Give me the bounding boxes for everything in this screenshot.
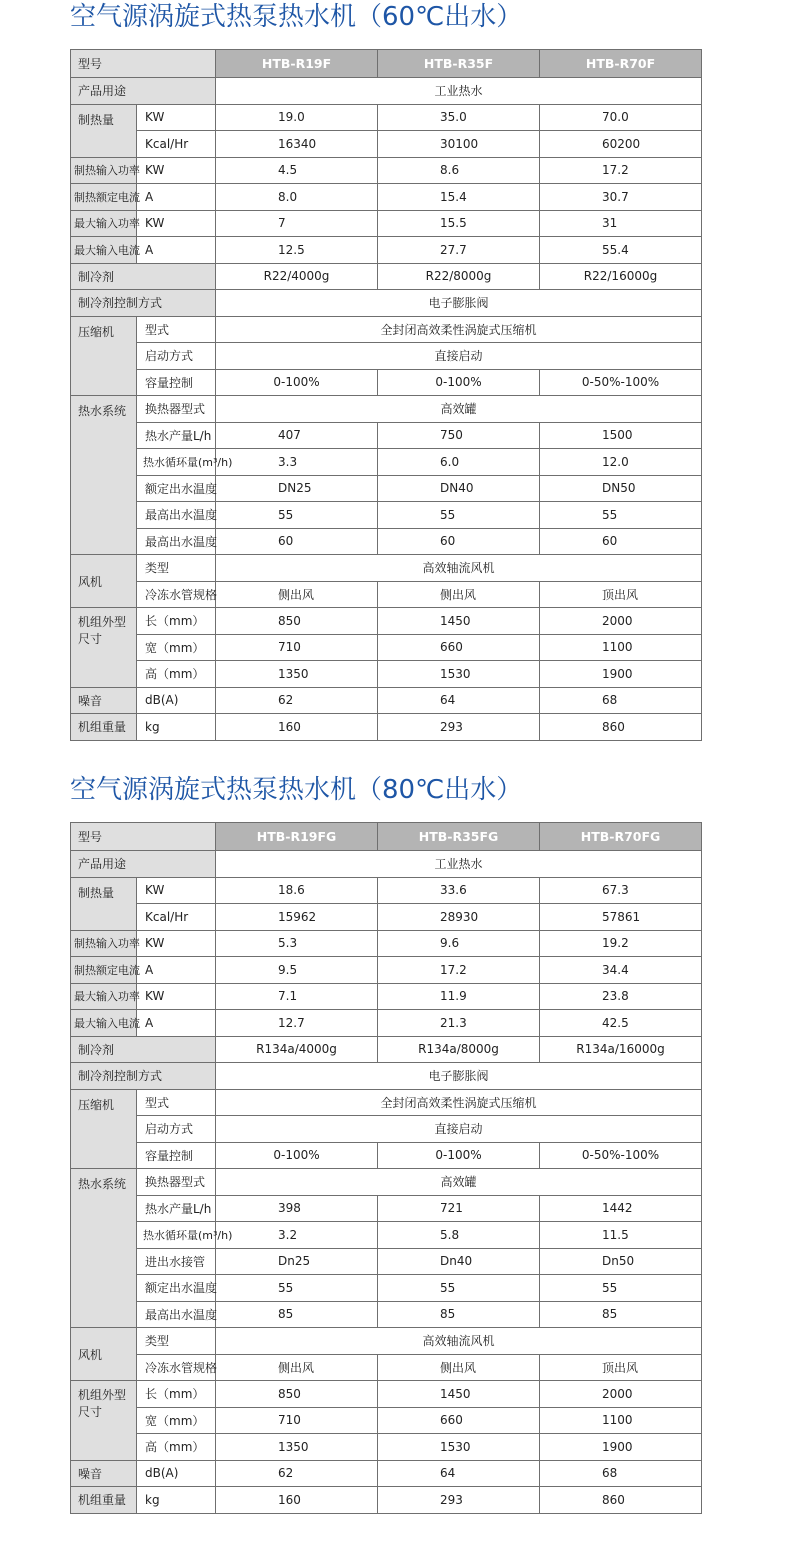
cell-value: 710	[216, 1407, 378, 1434]
cell-value: 1900	[540, 1434, 702, 1461]
cell-value: 60200	[540, 131, 702, 158]
cell-value: 侧出风	[216, 581, 378, 608]
table-row	[71, 290, 702, 317]
cell-value: R134a/4000g	[216, 1036, 378, 1063]
cell-value: 860	[540, 714, 702, 741]
table-row	[71, 608, 702, 635]
unit-label: KW	[137, 983, 216, 1010]
cell-value: 1442	[540, 1195, 702, 1222]
cell-value: 16340	[216, 131, 378, 158]
sub-label: 长（mm）	[137, 608, 216, 635]
cell-value: 1900	[540, 661, 702, 688]
row-value: 直接启动	[216, 1116, 702, 1143]
table-row	[71, 369, 702, 396]
cell-value: 23.8	[540, 983, 702, 1010]
cell-value: 1530	[378, 1434, 540, 1461]
row-label: 制热输入功率	[71, 157, 137, 184]
sub-label: 最高出水温度	[137, 528, 216, 555]
row-label: 制冷剂	[71, 1036, 216, 1063]
sub-label: 换热器型式	[137, 1169, 216, 1196]
cell-value: 6.0	[378, 449, 540, 476]
cell-value: 35.0	[378, 104, 540, 131]
row-label: 最大输入电流	[71, 237, 137, 264]
model-name: HTB-R35FG	[378, 823, 540, 851]
cell-value: 15962	[216, 904, 378, 931]
cell-value: 34.4	[540, 957, 702, 984]
cell-value: 1500	[540, 422, 702, 449]
table-row	[71, 1407, 702, 1434]
table-row	[71, 1142, 702, 1169]
row-value: 直接启动	[216, 343, 702, 370]
row-label: 压缩机	[71, 1089, 137, 1169]
table-row	[71, 422, 702, 449]
cell-value: R22/8000g	[378, 263, 540, 290]
sub-label: 冷冻水管规格	[137, 1354, 216, 1381]
cell-value: 860	[540, 1487, 702, 1514]
sub-label: 启动方式	[137, 343, 216, 370]
cell-value: 398	[216, 1195, 378, 1222]
row-label: 制热量	[71, 877, 137, 930]
sub-label: 宽（mm）	[137, 634, 216, 661]
row-label: 制热输入功率	[71, 930, 137, 957]
unit-label: dB(A)	[137, 687, 216, 714]
sub-label: 高（mm）	[137, 1434, 216, 1461]
sub-label: 类型	[137, 555, 216, 582]
sub-label: 热水产量L/h	[137, 422, 216, 449]
cell-value: 67.3	[540, 877, 702, 904]
sub-label: 型式	[137, 316, 216, 343]
cell-value: 侧出风	[378, 1354, 540, 1381]
sub-label: 容量控制	[137, 369, 216, 396]
cell-value: 顶出风	[540, 1354, 702, 1381]
cell-value: Dn25	[216, 1248, 378, 1275]
cell-value: 28930	[378, 904, 540, 931]
sub-label: 热水循环量(m³/h)	[137, 1222, 216, 1249]
table-row	[71, 184, 702, 211]
section-title-80c: 空气源涡旋式热泵热水机（80℃出水）	[70, 775, 523, 805]
table-row	[71, 851, 702, 878]
unit-label: Kcal/Hr	[137, 131, 216, 158]
section-title-60c: 空气源涡旋式热泵热水机（60℃出水）	[70, 2, 523, 32]
cell-value: 60	[540, 528, 702, 555]
cell-value: 8.0	[216, 184, 378, 211]
cell-value: 407	[216, 422, 378, 449]
row-value: 高效轴流风机	[216, 555, 702, 582]
table-row	[71, 78, 702, 105]
table-row	[71, 1248, 702, 1275]
model-name: HTB-R70F	[540, 50, 702, 78]
table-row	[71, 528, 702, 555]
table-row	[71, 687, 702, 714]
cell-value: 11.5	[540, 1222, 702, 1249]
cell-value: 侧出风	[216, 1354, 378, 1381]
cell-value: DN50	[540, 475, 702, 502]
cell-value: 60	[378, 528, 540, 555]
unit-label: kg	[137, 714, 216, 741]
table-row	[71, 104, 702, 131]
cell-value: Dn50	[540, 1248, 702, 1275]
sub-label: 最高出水温度	[137, 502, 216, 529]
cell-value: 62	[216, 1460, 378, 1487]
cell-value: R22/16000g	[540, 263, 702, 290]
sub-label: 热水循环量(m³/h)	[137, 449, 216, 476]
sub-label: 类型	[137, 1328, 216, 1355]
table-row	[71, 475, 702, 502]
cell-value: 1350	[216, 1434, 378, 1461]
cell-value: 60	[216, 528, 378, 555]
sub-label: 额定出水温度	[137, 475, 216, 502]
cell-value: 19.2	[540, 930, 702, 957]
cell-value: 160	[216, 1487, 378, 1514]
table-row	[71, 634, 702, 661]
table-row	[71, 157, 702, 184]
cell-value: 721	[378, 1195, 540, 1222]
cell-value: 15.4	[378, 184, 540, 211]
row-value: 电子膨胀阀	[216, 290, 702, 317]
unit-label: A	[137, 184, 216, 211]
cell-value: 850	[216, 608, 378, 635]
row-label: 制冷剂控制方式	[71, 1063, 216, 1090]
sub-label: 启动方式	[137, 1116, 216, 1143]
cell-value: 33.6	[378, 877, 540, 904]
cell-value: 19.0	[216, 104, 378, 131]
cell-value: 160	[216, 714, 378, 741]
table-row	[71, 714, 702, 741]
cell-value: 21.3	[378, 1010, 540, 1037]
cell-value: 0-100%	[378, 1142, 540, 1169]
cell-value: 0-100%	[378, 369, 540, 396]
unit-label: A	[137, 1010, 216, 1037]
unit-label: Kcal/Hr	[137, 904, 216, 931]
sub-label: 型式	[137, 1089, 216, 1116]
row-label: 机组重量	[71, 1487, 137, 1514]
row-label: 最大输入电流	[71, 1010, 137, 1037]
table-row	[71, 983, 702, 1010]
cell-value: 42.5	[540, 1010, 702, 1037]
sub-label: 容量控制	[137, 1142, 216, 1169]
cell-value: DN40	[378, 475, 540, 502]
cell-value: 710	[216, 634, 378, 661]
table-row	[71, 1487, 702, 1514]
table-row	[71, 343, 702, 370]
table-row	[71, 1036, 702, 1063]
cell-value: 12.5	[216, 237, 378, 264]
table-row	[71, 1063, 702, 1090]
table-row	[71, 1116, 702, 1143]
cell-value: 31	[540, 210, 702, 237]
cell-value: 30100	[378, 131, 540, 158]
sub-label: 换热器型式	[137, 396, 216, 423]
unit-label: kg	[137, 1487, 216, 1514]
model-header-row	[71, 823, 702, 851]
sub-label: 额定出水温度	[137, 1275, 216, 1302]
table-row	[71, 263, 702, 290]
row-label: 机组重量	[71, 714, 137, 741]
table-row	[71, 930, 702, 957]
sub-label: 冷冻水管规格	[137, 581, 216, 608]
row-label: 制冷剂	[71, 263, 216, 290]
cell-value: 293	[378, 1487, 540, 1514]
model-name: HTB-R19F	[216, 50, 378, 78]
table-row	[71, 210, 702, 237]
cell-value: 1530	[378, 661, 540, 688]
table-row	[71, 449, 702, 476]
cell-value: 9.6	[378, 930, 540, 957]
cell-value: 2000	[540, 1381, 702, 1408]
table-row	[71, 1169, 702, 1196]
cell-value: 3.3	[216, 449, 378, 476]
cell-value: 850	[216, 1381, 378, 1408]
cell-value: 55	[378, 502, 540, 529]
cell-value: R134a/8000g	[378, 1036, 540, 1063]
table-row	[71, 957, 702, 984]
row-label: 制冷剂控制方式	[71, 290, 216, 317]
cell-value: 293	[378, 714, 540, 741]
row-value: 电子膨胀阀	[216, 1063, 702, 1090]
cell-value: 2000	[540, 608, 702, 635]
row-value: 工业热水	[216, 851, 702, 878]
cell-value: 9.5	[216, 957, 378, 984]
row-label: 风机	[71, 555, 137, 608]
cell-value: 62	[216, 687, 378, 714]
unit-label: KW	[137, 210, 216, 237]
row-label: 最大输入功率	[71, 983, 137, 1010]
row-value: 高效罐	[216, 1169, 702, 1196]
cell-value: 8.6	[378, 157, 540, 184]
row-label: 噪音	[71, 1460, 137, 1487]
table-row	[71, 237, 702, 264]
table-row	[71, 1089, 702, 1116]
cell-value: 57861	[540, 904, 702, 931]
cell-value: 18.6	[216, 877, 378, 904]
cell-value: 1350	[216, 661, 378, 688]
table-row	[71, 1460, 702, 1487]
sub-label: 宽（mm）	[137, 1407, 216, 1434]
table-row	[71, 1328, 702, 1355]
spec-table-80c	[70, 822, 702, 1514]
row-value: 全封闭高效柔性涡旋式压缩机	[216, 316, 702, 343]
cell-value: 17.2	[378, 957, 540, 984]
cell-value: 7.1	[216, 983, 378, 1010]
cell-value: Dn40	[378, 1248, 540, 1275]
row-label: 热水系统	[71, 396, 137, 555]
cell-value: 85	[216, 1301, 378, 1328]
model-name: HTB-R19FG	[216, 823, 378, 851]
row-label: 风机	[71, 1328, 137, 1381]
row-value: 高效罐	[216, 396, 702, 423]
model-header-row	[71, 50, 702, 78]
model-label: 型号	[71, 823, 216, 851]
table-row	[71, 581, 702, 608]
cell-value: 27.7	[378, 237, 540, 264]
cell-value: 64	[378, 687, 540, 714]
sub-label: 长（mm）	[137, 1381, 216, 1408]
cell-value: 3.2	[216, 1222, 378, 1249]
cell-value: 侧出风	[378, 581, 540, 608]
cell-value: 70.0	[540, 104, 702, 131]
cell-value: 85	[540, 1301, 702, 1328]
cell-value: 11.9	[378, 983, 540, 1010]
cell-value: 68	[540, 687, 702, 714]
cell-value: 1450	[378, 608, 540, 635]
cell-value: 660	[378, 634, 540, 661]
table-row	[71, 661, 702, 688]
cell-value: 64	[378, 1460, 540, 1487]
unit-label: dB(A)	[137, 1460, 216, 1487]
unit-label: KW	[137, 930, 216, 957]
cell-value: 1100	[540, 1407, 702, 1434]
row-label: 压缩机	[71, 316, 137, 396]
table-row	[71, 131, 702, 158]
cell-value: 55	[378, 1275, 540, 1302]
cell-value: 55	[540, 1275, 702, 1302]
cell-value: 7	[216, 210, 378, 237]
cell-value: 750	[378, 422, 540, 449]
cell-value: 12.0	[540, 449, 702, 476]
row-label: 机组外型尺寸	[71, 1381, 137, 1461]
cell-value: 1100	[540, 634, 702, 661]
row-label: 最大输入功率	[71, 210, 137, 237]
unit-label: KW	[137, 877, 216, 904]
cell-value: 5.3	[216, 930, 378, 957]
table-row	[71, 1195, 702, 1222]
cell-value: 55.4	[540, 237, 702, 264]
table-row	[71, 1301, 702, 1328]
cell-value: 55	[216, 502, 378, 529]
unit-label: KW	[137, 104, 216, 131]
cell-value: 660	[378, 1407, 540, 1434]
unit-label: KW	[137, 157, 216, 184]
model-name: HTB-R35F	[378, 50, 540, 78]
table-row	[71, 877, 702, 904]
row-value: 工业热水	[216, 78, 702, 105]
cell-value: 0-50%-100%	[540, 1142, 702, 1169]
cell-value: 1450	[378, 1381, 540, 1408]
cell-value: 0-100%	[216, 369, 378, 396]
cell-value: DN25	[216, 475, 378, 502]
table-row	[71, 316, 702, 343]
row-label: 产品用途	[71, 851, 216, 878]
row-label: 制热额定电流	[71, 184, 137, 211]
cell-value: 0-100%	[216, 1142, 378, 1169]
spec-table-60c	[70, 49, 702, 741]
row-label: 热水系统	[71, 1169, 137, 1328]
unit-label: A	[137, 957, 216, 984]
table-row	[71, 1010, 702, 1037]
model-name: HTB-R70FG	[540, 823, 702, 851]
row-label: 机组外型尺寸	[71, 608, 137, 688]
table-row	[71, 396, 702, 423]
sub-label: 热水产量L/h	[137, 1195, 216, 1222]
model-label: 型号	[71, 50, 216, 78]
row-value: 高效轴流风机	[216, 1328, 702, 1355]
table-row	[71, 1381, 702, 1408]
sub-label: 高（mm）	[137, 661, 216, 688]
cell-value: 55	[216, 1275, 378, 1302]
cell-value: 0-50%-100%	[540, 369, 702, 396]
table-row	[71, 1275, 702, 1302]
sub-label: 最高出水温度	[137, 1301, 216, 1328]
row-value: 全封闭高效柔性涡旋式压缩机	[216, 1089, 702, 1116]
cell-value: 5.8	[378, 1222, 540, 1249]
cell-value: 15.5	[378, 210, 540, 237]
cell-value: 17.2	[540, 157, 702, 184]
table-row	[71, 502, 702, 529]
table-row	[71, 904, 702, 931]
cell-value: 68	[540, 1460, 702, 1487]
row-label: 制热量	[71, 104, 137, 157]
cell-value: 85	[378, 1301, 540, 1328]
cell-value: R134a/16000g	[540, 1036, 702, 1063]
row-label: 制热额定电流	[71, 957, 137, 984]
table-row	[71, 1354, 702, 1381]
row-label: 产品用途	[71, 78, 216, 105]
cell-value: 55	[540, 502, 702, 529]
table-row	[71, 1434, 702, 1461]
cell-value: 顶出风	[540, 581, 702, 608]
row-label: 噪音	[71, 687, 137, 714]
unit-label: A	[137, 237, 216, 264]
table-row	[71, 1222, 702, 1249]
sub-label: 进出水接管	[137, 1248, 216, 1275]
table-row	[71, 555, 702, 582]
cell-value: R22/4000g	[216, 263, 378, 290]
cell-value: 12.7	[216, 1010, 378, 1037]
cell-value: 4.5	[216, 157, 378, 184]
cell-value: 30.7	[540, 184, 702, 211]
